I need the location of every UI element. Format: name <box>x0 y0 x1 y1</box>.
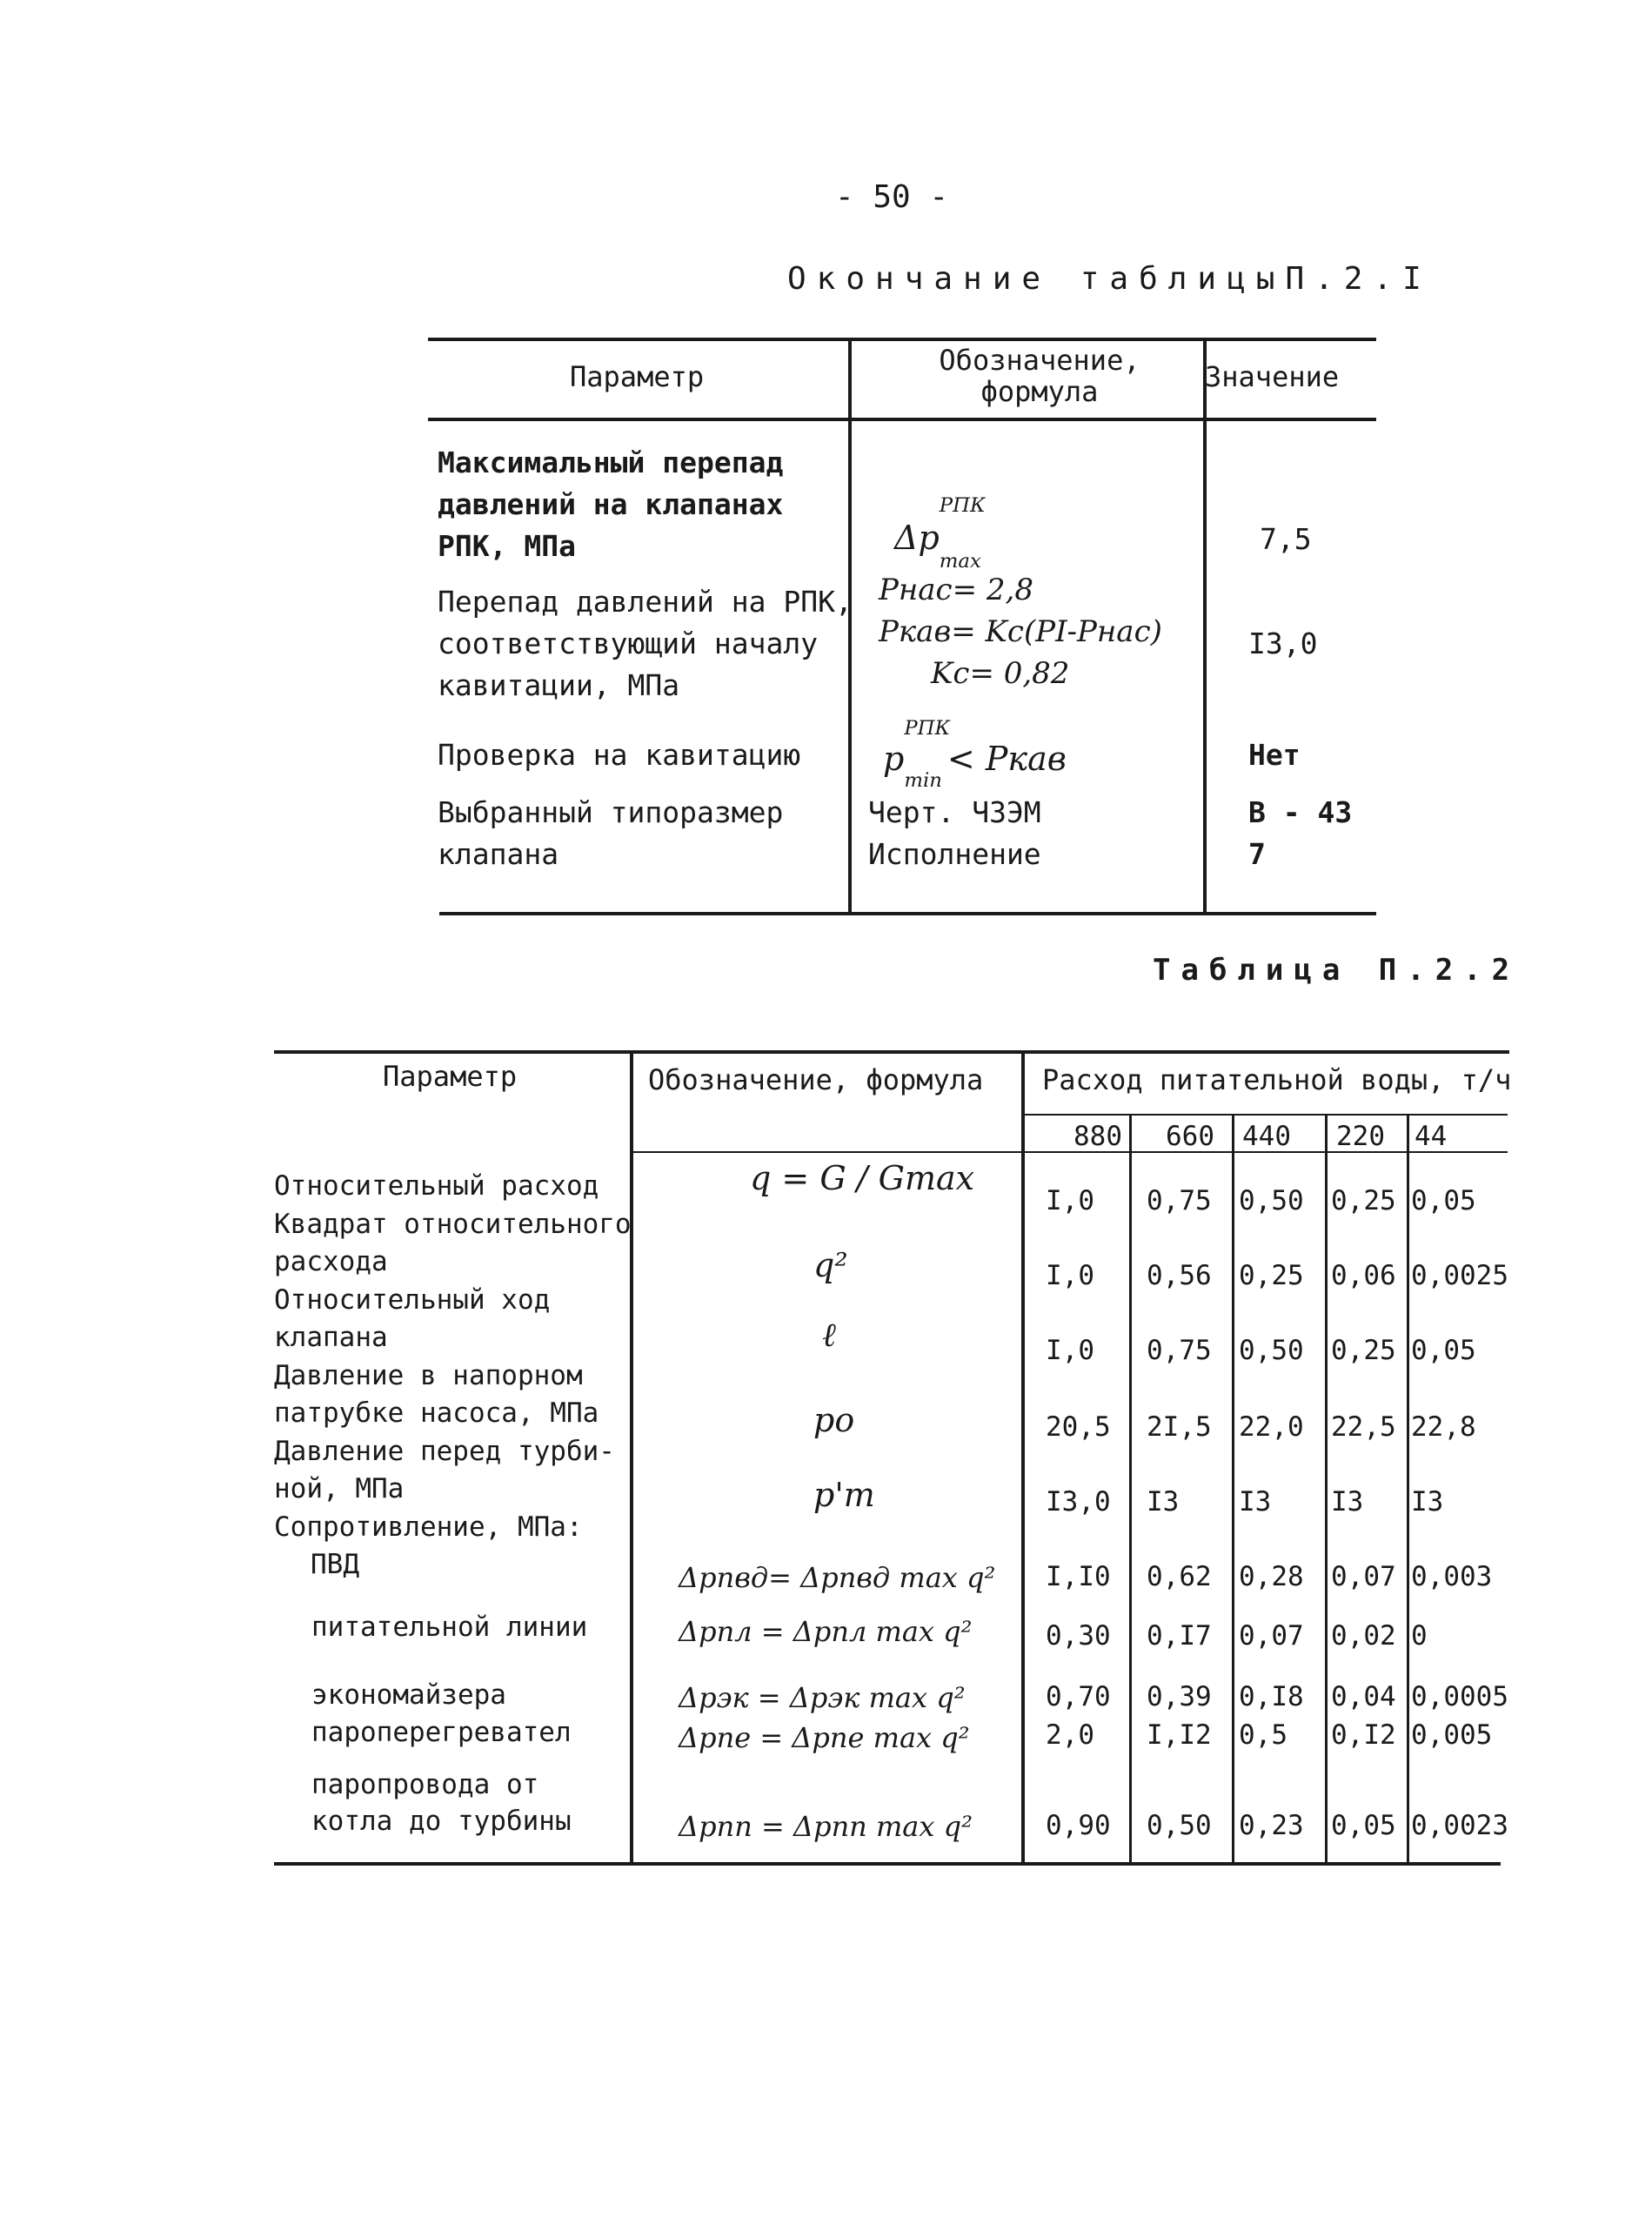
table2-row3-value-880: I,0 <box>1046 1335 1094 1366</box>
table2-row10-value-220: 0,05 <box>1331 1810 1396 1841</box>
table1-row3-value: Нет <box>1248 738 1301 772</box>
table2-row8-value-880: 0,70 <box>1046 1681 1111 1712</box>
table1-row1-value: 7,5 <box>1260 522 1312 556</box>
table2-row8-value-220: 0,04 <box>1331 1681 1396 1712</box>
table2-row1-value-220: 0,25 <box>1331 1185 1396 1216</box>
table2-row1-value-880: I,0 <box>1046 1185 1094 1216</box>
table2-row7-formula: Δpпл = Δpпл max q² <box>679 1615 973 1648</box>
table2-row5-param: Давление перед турби- <box>274 1435 615 1467</box>
table2-col-220: 220 <box>1336 1121 1385 1152</box>
table2-row8-param: экономайзера <box>311 1679 506 1711</box>
table2-row4-value-440: 22,0 <box>1239 1411 1304 1443</box>
table2-divider-col1 <box>1129 1116 1132 1864</box>
table1-header-formula: Обозначение, формула <box>939 344 1140 408</box>
table2-row1-param: Относительный расход <box>274 1170 599 1202</box>
table2-row3-value-660: 0,75 <box>1147 1335 1212 1366</box>
table2-row2-value-44: 0,0025 <box>1411 1260 1508 1291</box>
table2-row5-value-220: I3 <box>1331 1486 1364 1518</box>
table2-row10-value-880: 0,90 <box>1046 1810 1111 1841</box>
table2-row1-value-440: 0,50 <box>1239 1185 1304 1216</box>
table2-header-param: Параметр <box>383 1060 518 1093</box>
table2-row4-value-44: 22,8 <box>1411 1411 1476 1443</box>
table2-row1-value-44: 0,05 <box>1411 1185 1476 1216</box>
table2-row2-value-660: 0,56 <box>1147 1260 1212 1291</box>
table2-row7-param: питательной линии <box>311 1612 588 1643</box>
table2-row5-formula: p'т <box>813 1476 875 1514</box>
table2-divider-col2 <box>1232 1116 1234 1864</box>
table2-row3-value-44: 0,05 <box>1411 1335 1476 1366</box>
table2-row7-value-660: 0,I7 <box>1147 1620 1212 1652</box>
table2-row5-value-880: I3,0 <box>1046 1486 1111 1518</box>
table2-param-column: Относительный расход Квадрат относительного расхода Относительный ход клапана Давление в напорном патрубке насоса, МПа Давление перед турби- ной, МПа Сопротивление, МПа: ПВД <box>274 1168 632 1585</box>
table2-divider-formula <box>1021 1050 1025 1864</box>
table2-header-formula: Обозначение, формула <box>648 1063 984 1096</box>
table2-row2-value-440: 0,25 <box>1239 1260 1304 1291</box>
table2-row9-value-440: 0,5 <box>1239 1719 1287 1751</box>
table2-row6-value-880: I,I0 <box>1046 1561 1111 1592</box>
table2-row9-value-44: 0,005 <box>1411 1719 1493 1751</box>
table2-row2-value-220: 0,06 <box>1331 1260 1396 1291</box>
table2-col-660: 660 <box>1166 1121 1214 1152</box>
table2-row4-value-220: 22,5 <box>1331 1411 1396 1443</box>
table2-row5-value-44: I3 <box>1411 1486 1444 1518</box>
table2-row2-formula: q² <box>813 1246 848 1284</box>
table1-row2-formula: Pнас= 2,8 Pкав= Kс(PI-Pнас) Kс= 0,82 <box>879 573 1162 691</box>
table2-row9-formula: Δpпе = Δpпе max q² <box>679 1721 970 1754</box>
table2-row4-param: Давление в напорном <box>274 1359 583 1391</box>
table2-row6-value-660: 0,62 <box>1147 1561 1212 1592</box>
table2-bottom-rule <box>274 1862 1501 1866</box>
table2-row6-value-44: 0,003 <box>1411 1561 1493 1592</box>
table1-row2-param: Перепад давлений на РПК, соответствующий началу кавитации, МПа <box>438 585 853 702</box>
table2-row6-param: Сопротивление, МПа: <box>274 1511 583 1543</box>
table1-row4-param: Выбранный типоразмер клапана <box>438 795 784 871</box>
table2-row8-value-44: 0,0005 <box>1411 1681 1508 1712</box>
table2-divider-col3 <box>1325 1116 1328 1864</box>
table2-row2-param: Квадрат относительного <box>274 1208 632 1240</box>
table1-caption: Окончание таблицыП.2.I <box>787 261 1432 297</box>
table2-row4-value-880: 20,5 <box>1046 1411 1111 1443</box>
table2-top-rule <box>274 1050 1509 1054</box>
table2-row3-value-220: 0,25 <box>1331 1335 1396 1366</box>
table2-col-880: 880 <box>1073 1121 1122 1152</box>
table2-row5-value-440: I3 <box>1239 1486 1272 1518</box>
table2-row8-value-440: 0,I8 <box>1239 1681 1304 1712</box>
table2-row6-formula: Δpпвд= Δpпвд max q² <box>679 1561 996 1594</box>
table2-row9-value-880: 2,0 <box>1046 1719 1094 1751</box>
table1-row1-formula: Δp РПК $_{max}$ <box>894 494 986 573</box>
table2-flow-rule <box>1025 1114 1508 1116</box>
table2-row6-value-440: 0,28 <box>1239 1561 1304 1592</box>
table2-row10-value-440: 0,23 <box>1239 1810 1304 1841</box>
table1-header-param: Параметр <box>570 360 705 393</box>
table2-row9-value-660: I,I2 <box>1147 1719 1212 1751</box>
table2-col-440: 440 <box>1242 1121 1291 1152</box>
table2-row10-formula: Δpпп = Δpпп max q² <box>679 1810 973 1843</box>
page-number: - 50 - <box>835 179 949 215</box>
table1-top-rule <box>428 338 1376 341</box>
table1-bottom-rule <box>439 912 1376 915</box>
table1-row4-value: В - 43 7 <box>1248 795 1353 871</box>
table2-row6-value-220: 0,07 <box>1331 1561 1396 1592</box>
table2-row3-value-440: 0,50 <box>1239 1335 1304 1366</box>
table2-row7-value-44: 0 <box>1411 1620 1428 1652</box>
table1-header-value: Значение <box>1205 360 1340 393</box>
table2-row7-value-880: 0,30 <box>1046 1620 1111 1652</box>
table1-divider-2 <box>1203 338 1207 914</box>
table2-row2-value-880: I,0 <box>1046 1260 1094 1291</box>
table2-row8-formula: Δpэк = Δpэк max q² <box>679 1681 966 1714</box>
table1-row4-formula: Черт. ЧЗЭМ Исполнение <box>868 795 1041 871</box>
table2-row7-value-220: 0,02 <box>1331 1620 1396 1652</box>
table1-row3-formula: p РПК $_{min}$< Pкав <box>883 717 1067 792</box>
table2-col-44: 44 <box>1415 1121 1448 1152</box>
table2-row5-value-660: I3 <box>1147 1486 1180 1518</box>
table1-row2-value: I3,0 <box>1248 627 1318 660</box>
table2-row10-param: паропровода от котла до турбины <box>311 1769 572 1837</box>
table2-row8-value-660: 0,39 <box>1147 1681 1212 1712</box>
table2-row7-value-440: 0,07 <box>1239 1620 1304 1652</box>
table2-row4-formula: po <box>813 1401 855 1439</box>
table1-row3-param: Проверка на кавитацию <box>438 738 801 772</box>
table2-row4-value-660: 2I,5 <box>1147 1411 1212 1443</box>
table2-row1-formula: q = G / Gmax <box>750 1159 975 1197</box>
table2-caption: Таблица П.2.2 <box>1153 953 1521 988</box>
table2-divider-col4 <box>1407 1116 1409 1864</box>
table2-row3-formula: ℓ <box>822 1316 836 1354</box>
table2-row10-value-44: 0,0023 <box>1411 1810 1508 1841</box>
table2-row9-param: пароперегревател <box>311 1717 572 1748</box>
table1-row1-param: Максимальный перепад давлений на клапанах РПК, МПа <box>438 446 784 563</box>
table2-row1-value-660: 0,75 <box>1147 1185 1212 1216</box>
table2-header-flow: Расход питательной воды, т/ч <box>1042 1063 1512 1096</box>
table1-header-rule <box>428 418 1376 421</box>
table2-row10-value-660: 0,50 <box>1147 1810 1212 1841</box>
table2-row9-value-220: 0,I2 <box>1331 1719 1396 1751</box>
table2-row3-param: Относительный ход <box>274 1283 551 1316</box>
